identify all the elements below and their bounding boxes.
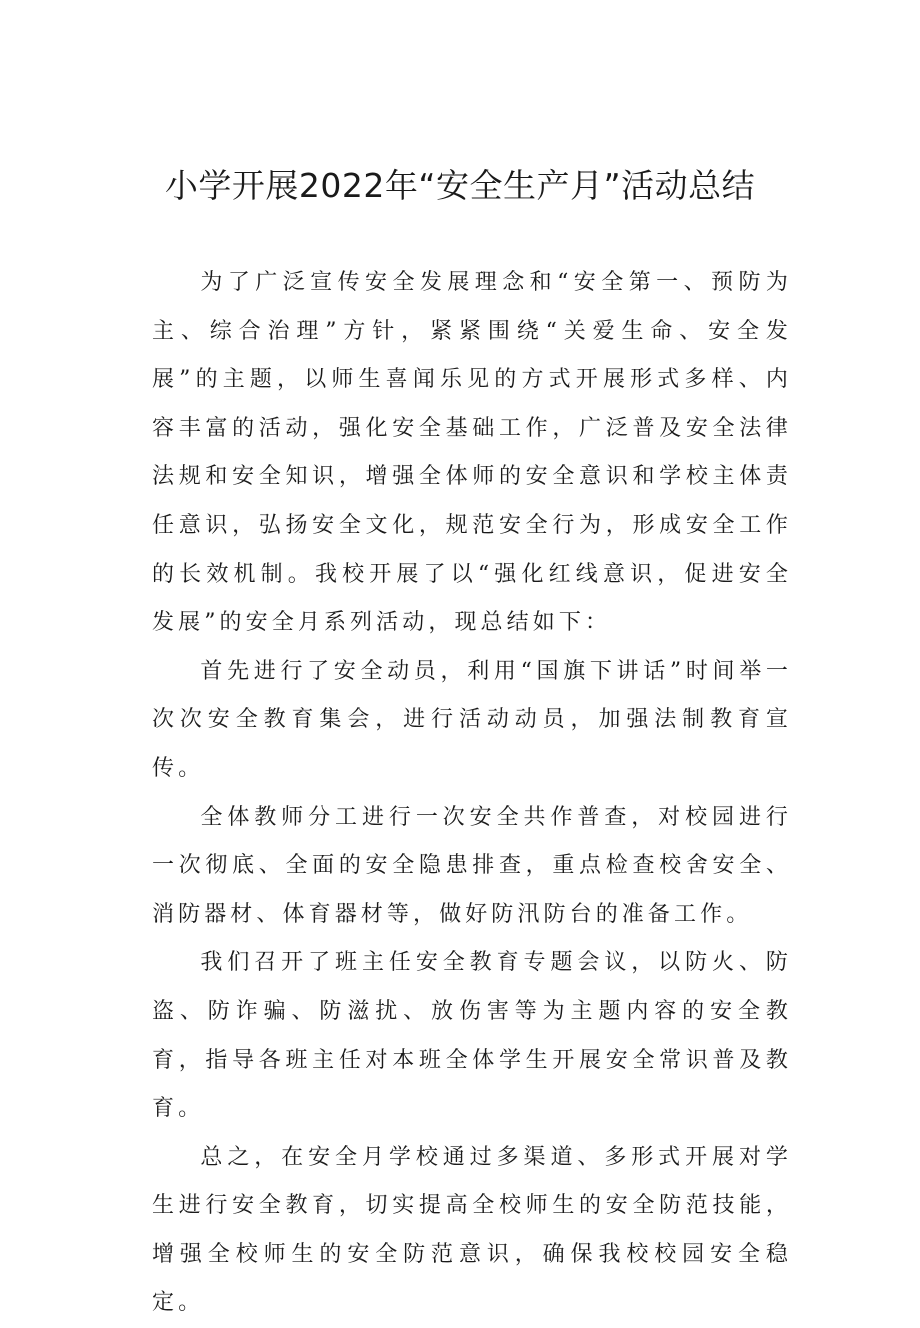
paragraph-inspection: 全体教师分工进行一次安全共作普查，对校园进行一次彻底、全面的安全隐患排查，重点检查校舍安全、消防器材、体育器材等，做好防汛防台的准备工作。 (152, 804, 792, 927)
paragraph-meeting: 我们召开了班主任安全教育专题会议，以防火、防盗、防诈骗、防滋扰、放伤害等为主题内容的安全教育，指导各班主任对本班全体学生开展安全常识普及教育。 (152, 950, 792, 1122)
document-title: 小学开展2022年“安全生产月”活动总结 (164, 166, 756, 205)
paragraph-conclusion: 总之，在安全月学校通过多渠道、多形式开展对学生进行安全教育，切实提高全校师生的安全防范技能，增强全校师生的安全防范意识，确保我校校园安全稳定。 (152, 1144, 792, 1316)
document-body (152, 259, 792, 1328)
paragraph-mobilization: 首先进行了安全动员，利用“国旗下讲话”时间举一次次安全教育集会，进行活动动员，加强法制教育宣传。 (152, 658, 792, 781)
paragraph-intro: 为了广泛宣传安全发展理念和“安全第一、预防为主、综合治理”方针，紧紧围绕“关爱生命、安全发展”的主题，以师生喜闻乐见的方式开展形式多样、内容丰富的活动，强化安全基础工作，广泛普及安全法律法规和安全知识，增强全体师的安全意识和学校主体责任意识，弘扬安全文化，规范安全行为，形成安全工作的长效机制。我校开展了以“强化红线意识，促进安全发展”的安全月系列活动，现总结如下： (152, 270, 792, 636)
